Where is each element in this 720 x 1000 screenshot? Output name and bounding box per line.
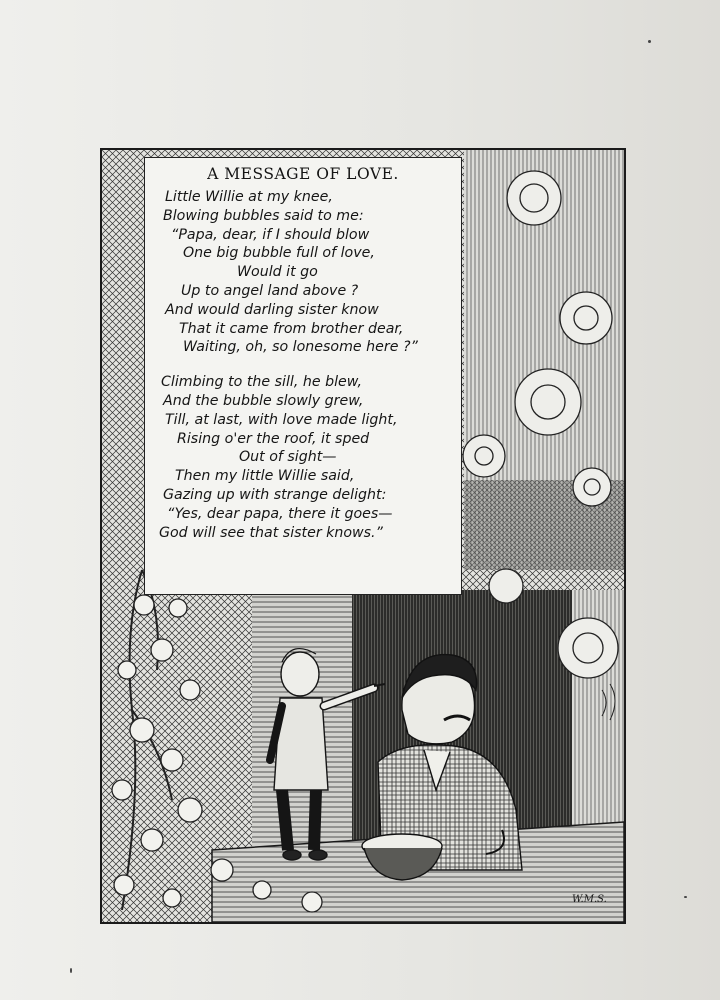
blossom bbox=[134, 595, 154, 615]
poem-line: That it came from brother dear, bbox=[179, 320, 404, 337]
poem-line: “Yes, dear papa, there it goes— bbox=[167, 505, 393, 522]
blossom bbox=[211, 859, 233, 881]
stanza-gap bbox=[153, 357, 453, 373]
poem-line: And would darling sister know bbox=[165, 301, 379, 318]
poem-line: Then my little Willie said, bbox=[175, 468, 355, 485]
blossom bbox=[130, 718, 154, 742]
poem-line: Blowing bubbles said to me: bbox=[163, 207, 364, 224]
blossom bbox=[169, 599, 187, 617]
poem-line: “Papa, dear, if I should blow bbox=[171, 226, 370, 243]
blossom bbox=[302, 892, 322, 912]
poem-line: Climbing to the sill, he blew, bbox=[161, 374, 362, 391]
bubble bbox=[507, 171, 561, 225]
blossom bbox=[151, 639, 173, 661]
artist-signature: W.M.S. bbox=[572, 894, 607, 905]
paper-speck bbox=[684, 896, 687, 898]
poem-line: Rising o'er the roof, it sped bbox=[177, 430, 370, 447]
poem-line: Gazing up with strange delight: bbox=[163, 486, 387, 503]
poem-line: Little Willie at my knee, bbox=[165, 189, 333, 205]
blossom bbox=[141, 829, 163, 851]
paper-speck bbox=[70, 968, 72, 973]
blossom bbox=[163, 889, 181, 907]
blossom bbox=[178, 798, 202, 822]
illustration-frame bbox=[100, 148, 626, 924]
stanza-1 bbox=[153, 188, 453, 357]
blossom bbox=[112, 780, 132, 800]
poem-line: Waiting, oh, so lonesome here ?” bbox=[183, 339, 418, 356]
poem-title: A MESSAGE OF LOVE. bbox=[207, 165, 399, 183]
blossom bbox=[253, 881, 271, 899]
blossom bbox=[114, 875, 134, 895]
bubble bbox=[573, 468, 611, 506]
poem-line: Out of sight— bbox=[239, 449, 337, 466]
poem-panel bbox=[144, 157, 462, 595]
bubble bbox=[463, 435, 505, 477]
blossom bbox=[180, 680, 200, 700]
bubble bbox=[489, 569, 523, 603]
bubble bbox=[515, 369, 581, 435]
bubble bbox=[558, 618, 618, 678]
poem-line: And the bubble slowly grew, bbox=[163, 392, 364, 409]
bubble bbox=[560, 292, 612, 344]
poem-line: One big bubble full of love, bbox=[183, 245, 375, 262]
poem-line: Would it go bbox=[237, 264, 318, 281]
blossom bbox=[118, 661, 136, 679]
poem-line: Up to angel land above ? bbox=[181, 282, 359, 299]
poem-line: God will see that sister knows.” bbox=[159, 524, 383, 541]
blossom bbox=[161, 749, 183, 771]
paper-speck bbox=[648, 40, 651, 43]
stanza-2 bbox=[153, 373, 453, 542]
poem-line: Till, at last, with love made light, bbox=[165, 411, 398, 428]
